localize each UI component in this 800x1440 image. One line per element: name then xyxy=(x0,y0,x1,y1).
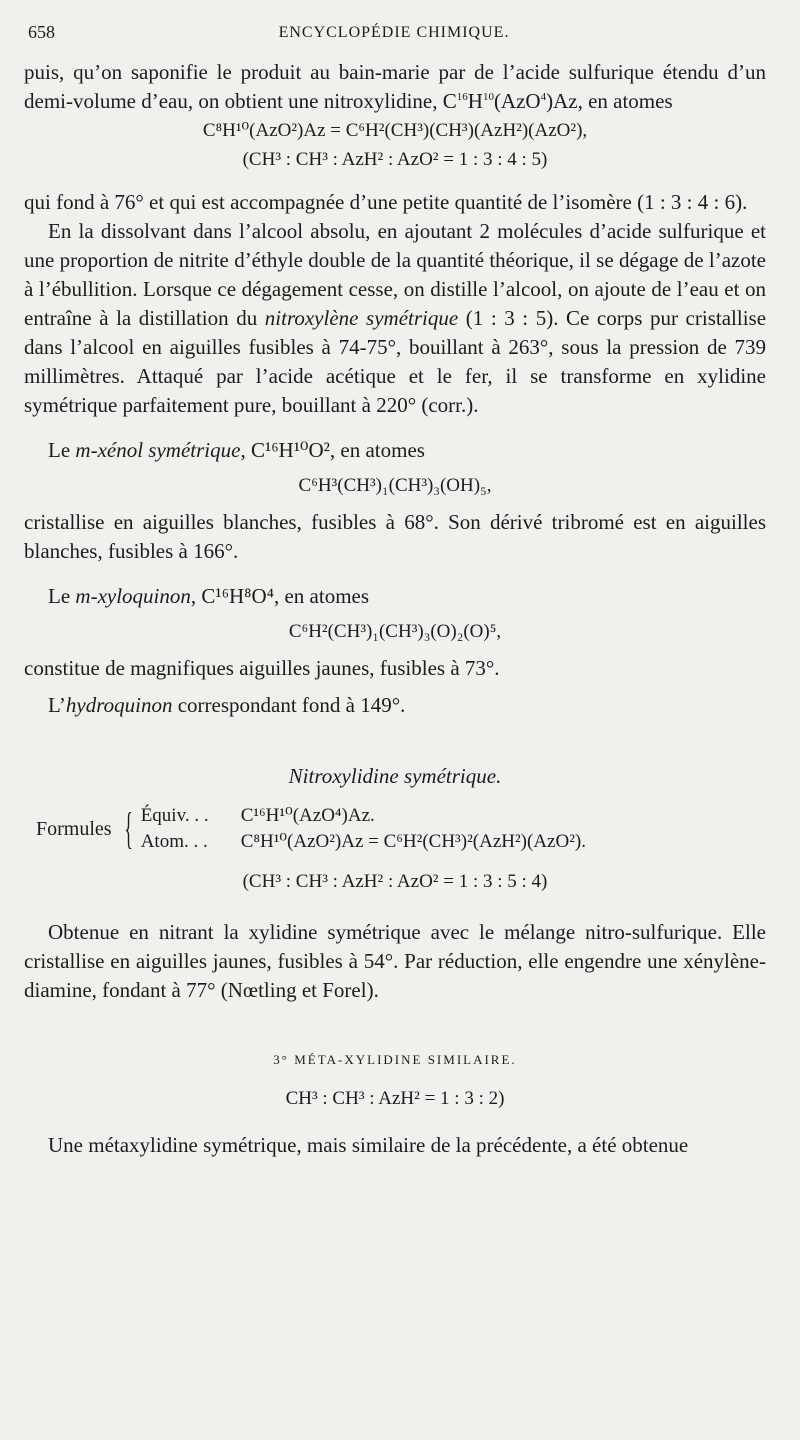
formula-3: C⁶H³(CH³)₁(CH³)₃(OH)₅, xyxy=(298,475,492,496)
formula-6: CH³ : CH³ : AzH² = 1 : 3 : 2) xyxy=(285,1088,505,1109)
running-header xyxy=(28,22,760,48)
page-number: 658 xyxy=(28,22,55,42)
formula-5: (CH³ : CH³ : AzH² : AzO² = 1 : 3 : 5 : 4) xyxy=(242,871,548,892)
paragraph-8: L’hydroquinon correspondant fond à 149°. xyxy=(48,693,406,717)
running-title: ENCYCLOPÉDIE CHIMIQUE. xyxy=(278,24,510,41)
formula-1: C⁸H¹⁰(AzO²)Az = C⁶H²(CH³)(CH³)(AzH²)(AzO²), xyxy=(202,120,588,141)
paragraph-4: Le m-xénol symétrique, C¹⁶H¹⁰O², en atomes xyxy=(48,438,425,462)
paragraph-2: qui fond à 76° et qui est accompagnée d’une petite quantité de l’isomère (1 : 3 : 4 : 6). xyxy=(24,190,748,214)
paragraph-7: constitue de magnifiques aiguilles jaunes, fusibles à 73°. xyxy=(24,656,500,680)
formulas-label: Formules xyxy=(36,817,112,840)
section-title: Nitroxylidine symétrique. xyxy=(288,764,502,788)
formula-2: (CH³ : CH³ : AzH² : AzO² = 1 : 3 : 4 : 5) xyxy=(242,149,548,170)
paragraph-10: Une métaxylidine symétrique, mais similaire de la précédente, a été obtenue xyxy=(48,1133,689,1157)
formula-equiv-row: Équiv. . . C¹⁶H¹⁰(AzO⁴)Az. xyxy=(140,805,375,826)
paragraph-1: puis, qu’on saponifie le produit au bain-marie par de l’acide sulfurique étendu d’un demi-volume d’eau, on obtient une nitroxylidine, $C^{16}H^{10}(AzO^4)Az$, en atomes xyxy=(24,60,766,113)
paragraph-3: En la dissolvant dans l’alcool absolu, en ajoutant 2 molécules d’acide sulfurique et une proportion de nitrite d’éthyle double de la quantité théorique, il se dégage de l’azote à l’ébullition. Lorsque ce dégagement cesse, on distille l’alcool, on ajoute de l’eau et on entraîne à la distillation du nitroxylène symétrique (1 : 3 : 5). Ce corps pur cristallise dans l’alcool en aiguilles fusibles à 74-75°, bouillant à 263°, sous la pression de 739 millimètres. Attaqué par l’acide acétique et le fer, il se transforme en xylidine symétrique parfaitement pure, bouillant à 220° (corr.). xyxy=(24,219,767,417)
formula-4: C⁶H²(CH³)₁(CH³)₃(O)₂(O)⁵, xyxy=(288,621,502,642)
inline-formula: $C^{16}H^{10}(AzO^4)Az$ xyxy=(442,89,578,113)
brace: { xyxy=(123,804,133,853)
subsection-title: 3° MÉTA-XYLIDINE SIMILAIRE. xyxy=(273,1052,517,1067)
formulas-block xyxy=(36,803,766,855)
paragraph-6: Le m-xyloquinon, C¹⁶H⁸O⁴, en atomes xyxy=(48,584,370,608)
paragraph-9: Obtenue en nitrant la xylidine symétrique avec le mélange nitro-sulfurique. Elle cristallise en aiguilles jaunes, fusibles à 54°. Par réduction, elle engendre une xénylène-diamine, fondant à 77° (Nœtling et Forel). xyxy=(24,920,766,1002)
page-body xyxy=(24,58,766,1160)
paragraph-5: cristallise en aiguilles blanches, fusibles à 68°. Son dérivé tribromé est en aiguilles blanches, fusibles à 166°. xyxy=(24,510,766,563)
formula-atom-row: Atom. . . C⁸H¹⁰(AzO²)Az = C⁶H²(CH³)²(AzH²)(AzO²). xyxy=(140,831,586,852)
